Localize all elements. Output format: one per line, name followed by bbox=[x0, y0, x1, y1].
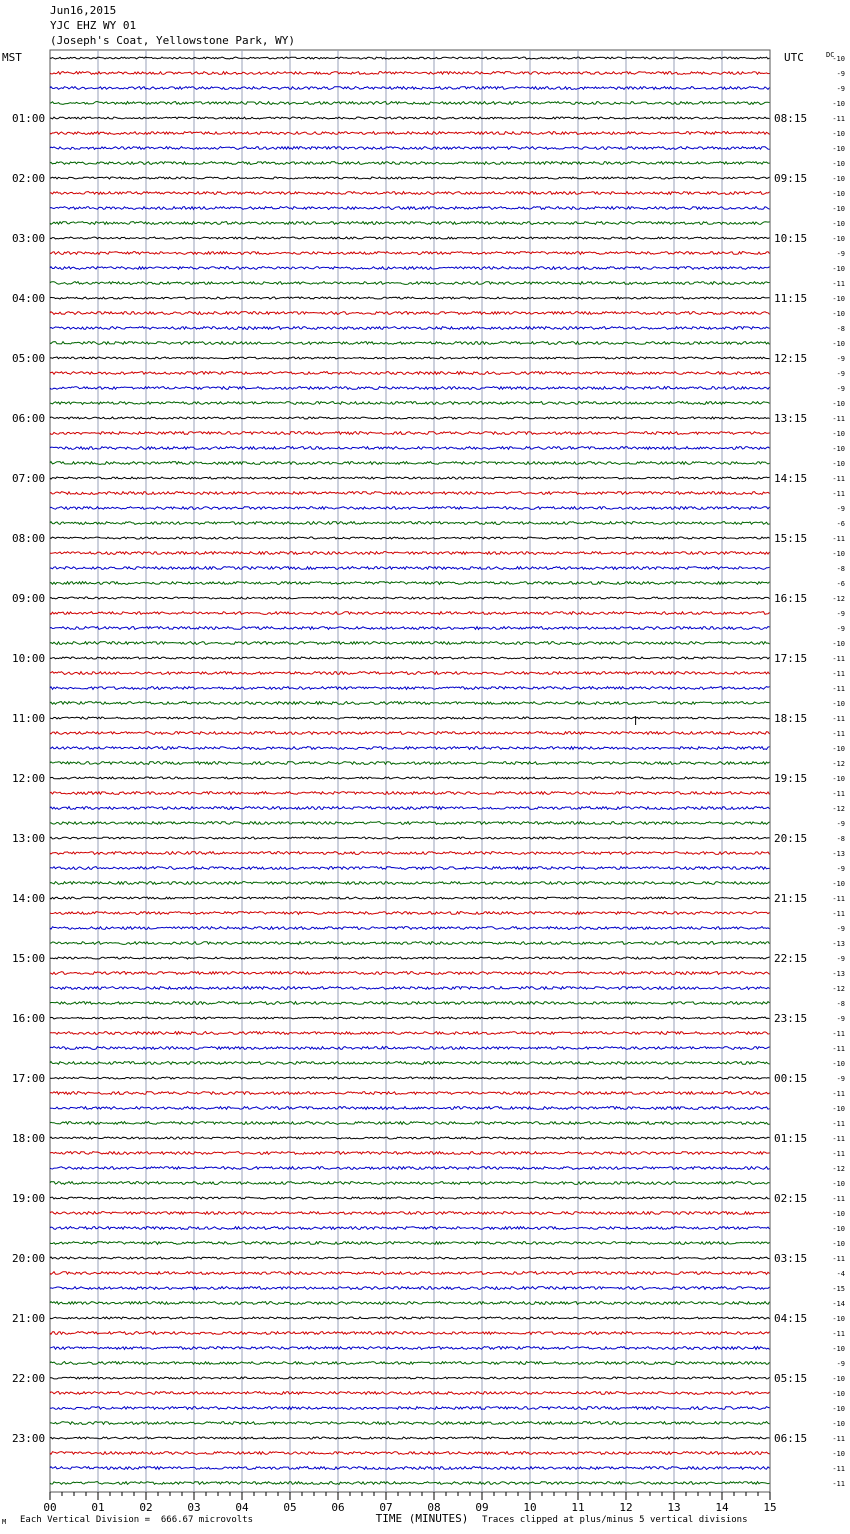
seismic-trace bbox=[50, 102, 770, 105]
mst-hour-label: 13:00 bbox=[12, 832, 46, 845]
seismic-trace bbox=[50, 1377, 770, 1379]
seismic-trace bbox=[50, 252, 770, 255]
dc-offset-label: -9 bbox=[836, 625, 845, 633]
seismic-trace bbox=[50, 627, 770, 630]
seismic-trace bbox=[50, 927, 770, 930]
dc-offset-label: -9 bbox=[836, 955, 845, 963]
mst-hour-label: 07:00 bbox=[12, 472, 46, 485]
mst-hour-label: 23:00 bbox=[12, 1432, 46, 1445]
x-tick-label: 13 bbox=[667, 1501, 681, 1514]
dc-offset-label: -11 bbox=[832, 490, 845, 498]
seismic-trace bbox=[50, 552, 770, 555]
dc-offset-label: -12 bbox=[832, 760, 845, 768]
seismic-trace bbox=[50, 1467, 770, 1470]
dc-offset-label: -10 bbox=[832, 1390, 845, 1398]
seismic-trace bbox=[50, 1107, 770, 1110]
dc-offset-label: -10 bbox=[832, 130, 845, 138]
dc-offset-label: -11 bbox=[832, 1150, 845, 1158]
dc-offset-label: -11 bbox=[832, 1330, 845, 1338]
seismic-trace bbox=[50, 1317, 770, 1319]
seismic-trace bbox=[50, 1212, 770, 1215]
seismic-trace bbox=[50, 357, 770, 359]
dc-offset-label: -10 bbox=[832, 1420, 845, 1428]
plot-frame bbox=[50, 50, 770, 1492]
utc-hour-label: 15:15 bbox=[774, 532, 808, 545]
dc-offset-label: -11 bbox=[832, 1435, 845, 1443]
dc-offset-label: -10 bbox=[832, 235, 845, 243]
seismic-trace bbox=[50, 297, 770, 299]
dc-offset-label: -11 bbox=[832, 1030, 845, 1038]
seismic-trace bbox=[50, 762, 770, 765]
dc-offset-label: -9 bbox=[836, 820, 845, 828]
x-tick-label: 06 bbox=[331, 1501, 345, 1514]
dc-offset-label: -9 bbox=[836, 85, 845, 93]
dc-offset-label: -9 bbox=[836, 925, 845, 933]
dc-offset-label: -11 bbox=[832, 1480, 845, 1488]
dc-offset-label: -10 bbox=[832, 700, 845, 708]
seismic-trace bbox=[50, 807, 770, 810]
seismic-trace bbox=[50, 822, 770, 825]
dc-offset-label: -11 bbox=[832, 685, 845, 693]
seismic-trace bbox=[50, 1332, 770, 1335]
dc-offset-label: -9 bbox=[836, 385, 845, 393]
mst-hour-label: 22:00 bbox=[12, 1372, 46, 1385]
seismic-trace bbox=[50, 1302, 770, 1305]
dc-offset-label: -10 bbox=[832, 550, 845, 558]
dc-offset-label: -9 bbox=[836, 250, 845, 258]
seismic-trace bbox=[50, 1437, 770, 1439]
dc-offset-label: -13 bbox=[832, 850, 845, 858]
seismic-trace bbox=[50, 657, 770, 659]
seismic-trace bbox=[50, 237, 770, 239]
dc-offset-label: -11 bbox=[832, 1465, 845, 1473]
dc-offset-label: -8 bbox=[836, 1000, 845, 1008]
seismic-trace bbox=[50, 612, 770, 615]
dc-offset-label: -14 bbox=[832, 1300, 845, 1308]
dc-offset-label: -8 bbox=[836, 835, 845, 843]
seismic-trace bbox=[50, 402, 770, 405]
seismic-trace bbox=[50, 837, 770, 839]
utc-hour-label: 03:15 bbox=[774, 1252, 808, 1265]
dc-offset-label: -10 bbox=[832, 295, 845, 303]
dc-offset-label: -9 bbox=[836, 865, 845, 873]
dc-offset-label: -10 bbox=[832, 775, 845, 783]
mst-hour-label: 15:00 bbox=[12, 952, 46, 965]
seismic-trace bbox=[50, 942, 770, 945]
dc-offset-label: -11 bbox=[832, 1120, 845, 1128]
dc-offset-label: -11 bbox=[832, 1135, 845, 1143]
seismic-trace bbox=[50, 177, 770, 179]
x-tick-label: 03 bbox=[187, 1501, 201, 1514]
seismic-trace bbox=[50, 1122, 770, 1125]
seismic-trace bbox=[50, 417, 770, 419]
x-tick-label: 11 bbox=[571, 1501, 585, 1514]
x-axis-label: TIME (MINUTES) bbox=[375, 1512, 469, 1525]
utc-hour-label: 12:15 bbox=[774, 352, 808, 365]
seismic-trace bbox=[50, 1197, 770, 1199]
dc-offset-label: -10 bbox=[832, 145, 845, 153]
seismic-trace bbox=[50, 1062, 770, 1065]
utc-axis-label: UTC bbox=[784, 51, 804, 64]
seismic-trace bbox=[50, 1422, 770, 1425]
dc-offset-label: -9 bbox=[836, 370, 845, 378]
utc-hour-label: 02:15 bbox=[774, 1192, 808, 1205]
seismic-trace bbox=[50, 432, 770, 435]
utc-hour-label: 13:15 bbox=[774, 412, 808, 425]
utc-hour-label: 11:15 bbox=[774, 292, 808, 305]
seismic-trace bbox=[50, 1152, 770, 1155]
seismic-trace bbox=[50, 387, 770, 390]
seismic-trace bbox=[50, 477, 770, 479]
dc-offset-label: -11 bbox=[832, 115, 845, 123]
dc-offset-label: -10 bbox=[832, 445, 845, 453]
dc-offset-label: -10 bbox=[832, 1210, 845, 1218]
dc-offset-label: -10 bbox=[832, 160, 845, 168]
seismic-trace bbox=[50, 777, 770, 779]
seismic-trace bbox=[50, 1167, 770, 1170]
seismic-trace bbox=[50, 957, 770, 959]
seismic-trace bbox=[50, 1392, 770, 1395]
dc-offset-label: -12 bbox=[832, 985, 845, 993]
seismic-trace bbox=[50, 72, 770, 75]
mst-hour-label: 18:00 bbox=[12, 1132, 46, 1145]
seismic-trace bbox=[50, 1032, 770, 1035]
dc-offset-label: -10 bbox=[832, 1240, 845, 1248]
dc-offset-label: -10 bbox=[832, 175, 845, 183]
seismic-trace bbox=[50, 567, 770, 570]
seismic-trace bbox=[50, 597, 770, 599]
dc-offset-label: -11 bbox=[832, 1255, 845, 1263]
dc-offset-label: -10 bbox=[832, 880, 845, 888]
seismic-trace bbox=[50, 702, 770, 705]
seismic-trace bbox=[50, 537, 770, 539]
mst-hour-label: 02:00 bbox=[12, 172, 46, 185]
dc-offset-label: -6 bbox=[836, 580, 845, 588]
seismic-trace bbox=[50, 222, 770, 225]
x-tick-label: 05 bbox=[283, 1501, 297, 1514]
dc-offset-label: -10 bbox=[832, 640, 845, 648]
x-tick-label: 12 bbox=[619, 1501, 633, 1514]
seismic-trace bbox=[50, 282, 770, 285]
dc-offset-label: -9 bbox=[836, 355, 845, 363]
seismic-trace bbox=[50, 687, 770, 690]
dc-offset-label: -10 bbox=[832, 190, 845, 198]
dc-offset-label: -10 bbox=[832, 460, 845, 468]
mst-axis-label: MST bbox=[2, 51, 22, 64]
header-location: (Joseph's Coat, Yellowstone Park, WY) bbox=[50, 34, 296, 47]
seismic-trace bbox=[50, 267, 770, 270]
dc-offset-label: -11 bbox=[832, 895, 845, 903]
dc-offset-label: -10 bbox=[832, 340, 845, 348]
seismic-trace bbox=[50, 447, 770, 450]
dc-offset-label: -10 bbox=[832, 1450, 845, 1458]
utc-hour-label: 00:15 bbox=[774, 1072, 808, 1085]
seismic-trace bbox=[50, 1242, 770, 1245]
seismic-trace bbox=[50, 852, 770, 855]
mst-hour-label: 05:00 bbox=[12, 352, 46, 365]
dc-offset-label: -10 bbox=[832, 1405, 845, 1413]
mst-hour-label: 19:00 bbox=[12, 1192, 46, 1205]
seismic-trace bbox=[50, 1452, 770, 1455]
dc-offset-label: -11 bbox=[832, 280, 845, 288]
mst-hour-label: 04:00 bbox=[12, 292, 46, 305]
seismic-trace bbox=[50, 372, 770, 375]
dc-offset-label: -8 bbox=[836, 325, 845, 333]
header-station: YJC EHZ WY 01 bbox=[50, 19, 137, 32]
dc-offset-label: -10 bbox=[832, 1225, 845, 1233]
utc-hour-label: 17:15 bbox=[774, 652, 808, 665]
dc-offset-label: -11 bbox=[832, 1195, 845, 1203]
dc-offset-label: -9 bbox=[836, 1360, 845, 1368]
dc-offset-label: -15 bbox=[832, 1285, 845, 1293]
dc-offset-label: -12 bbox=[832, 595, 845, 603]
seismic-trace bbox=[50, 327, 770, 330]
x-tick-label: 14 bbox=[715, 1501, 729, 1514]
seismic-trace bbox=[50, 1257, 770, 1259]
seismic-trace bbox=[50, 1092, 770, 1095]
mst-hour-label: 08:00 bbox=[12, 532, 46, 545]
dc-offset-label: -9 bbox=[836, 505, 845, 513]
seismic-trace bbox=[50, 732, 770, 735]
dc-offset-label: -11 bbox=[832, 730, 845, 738]
seismic-trace bbox=[50, 717, 770, 719]
x-tick-label: 08 bbox=[427, 1501, 441, 1514]
seismic-trace bbox=[50, 162, 770, 165]
mst-hour-label: 10:00 bbox=[12, 652, 46, 665]
seismic-trace bbox=[50, 672, 770, 675]
x-tick-label: 10 bbox=[523, 1501, 537, 1514]
seismic-trace bbox=[50, 1482, 770, 1485]
seismic-trace bbox=[50, 582, 770, 585]
dc-offset-label: -11 bbox=[832, 415, 845, 423]
dc-offset-label: -12 bbox=[832, 805, 845, 813]
dc-offset-label: -11 bbox=[832, 1045, 845, 1053]
seismic-trace bbox=[50, 147, 770, 150]
seismic-trace bbox=[50, 1227, 770, 1230]
x-tick-label: 01 bbox=[91, 1501, 105, 1514]
dc-offset-label: -6 bbox=[836, 520, 845, 528]
dc-offset-label: -10 bbox=[832, 1375, 845, 1383]
dc-offset-label: -11 bbox=[832, 910, 845, 918]
utc-hour-label: 10:15 bbox=[774, 232, 808, 245]
footer-scale-note: Each Vertical Division = 666.67 microvolts bbox=[20, 1515, 253, 1525]
seismic-trace bbox=[50, 1407, 770, 1410]
seismic-trace bbox=[50, 912, 770, 915]
header-date: Jun16,2015 bbox=[50, 4, 117, 17]
dc-offset-label: -10 bbox=[832, 265, 845, 273]
seismic-trace bbox=[50, 132, 770, 135]
dc-offset-label: -10 bbox=[832, 220, 845, 228]
x-tick-label: 00 bbox=[43, 1501, 57, 1514]
dc-offset-label: -10 bbox=[832, 310, 845, 318]
utc-hour-label: 16:15 bbox=[774, 592, 808, 605]
dc-offset-label: -11 bbox=[832, 670, 845, 678]
dc-offset-label: -10 bbox=[832, 1345, 845, 1353]
seismic-trace bbox=[50, 492, 770, 495]
mst-hour-label: 03:00 bbox=[12, 232, 46, 245]
mst-hour-label: 11:00 bbox=[12, 712, 46, 725]
footer-corner-mark: M bbox=[2, 1518, 7, 1526]
seismic-trace bbox=[50, 462, 770, 465]
seismic-trace bbox=[50, 1272, 770, 1275]
utc-hour-label: 19:15 bbox=[774, 772, 808, 785]
dc-offset-label: -10 bbox=[832, 1105, 845, 1113]
utc-hour-label: 05:15 bbox=[774, 1372, 808, 1385]
dc-offset-label: -13 bbox=[832, 970, 845, 978]
mst-hour-label: 17:00 bbox=[12, 1072, 46, 1085]
dc-offset-label: -10 bbox=[832, 1060, 845, 1068]
dc-offset-label: -11 bbox=[832, 1090, 845, 1098]
utc-hour-label: 14:15 bbox=[774, 472, 808, 485]
seismic-trace bbox=[50, 642, 770, 645]
seismic-trace bbox=[50, 867, 770, 870]
seismic-trace bbox=[50, 747, 770, 750]
seismic-trace bbox=[50, 522, 770, 525]
seismic-trace bbox=[50, 1077, 770, 1079]
utc-hour-label: 08:15 bbox=[774, 112, 808, 125]
seismic-trace bbox=[50, 87, 770, 90]
dc-offset-label: -10 bbox=[832, 745, 845, 753]
x-tick-label: 07 bbox=[379, 1501, 393, 1514]
dc-offset-label: -9 bbox=[836, 70, 845, 78]
seismic-trace bbox=[50, 897, 770, 899]
seismic-trace bbox=[50, 1137, 770, 1139]
dc-offset-label: -13 bbox=[832, 940, 845, 948]
dc-offset-label: -10 bbox=[832, 205, 845, 213]
utc-hour-label: 18:15 bbox=[774, 712, 808, 725]
dc-offset-label: -11 bbox=[832, 475, 845, 483]
dc-offset-label: -11 bbox=[832, 655, 845, 663]
footer-clip-note: Traces clipped at plus/minus 5 vertical divisions bbox=[482, 1515, 748, 1525]
seismic-trace bbox=[50, 987, 770, 990]
mst-hour-label: 14:00 bbox=[12, 892, 46, 905]
dc-offset-label: -9 bbox=[836, 610, 845, 618]
dc-offset-label: -12 bbox=[832, 1165, 845, 1173]
seismic-trace bbox=[50, 57, 770, 59]
dc-offset-label: -10 bbox=[832, 1315, 845, 1323]
seismic-trace bbox=[50, 882, 770, 885]
seismic-trace bbox=[50, 342, 770, 345]
mst-hour-label: 01:00 bbox=[12, 112, 46, 125]
seismic-trace bbox=[50, 192, 770, 195]
mst-hour-label: 20:00 bbox=[12, 1252, 46, 1265]
utc-hour-label: 06:15 bbox=[774, 1432, 808, 1445]
mst-hour-label: 09:00 bbox=[12, 592, 46, 605]
utc-hour-label: 23:15 bbox=[774, 1012, 808, 1025]
utc-hour-label: 09:15 bbox=[774, 172, 808, 185]
dc-offset-label: -4 bbox=[836, 1270, 845, 1278]
seismic-trace bbox=[50, 207, 770, 210]
x-tick-label: 02 bbox=[139, 1501, 153, 1514]
seismic-trace bbox=[50, 1362, 770, 1365]
dc-offset-label: -11 bbox=[832, 535, 845, 543]
seismic-trace bbox=[50, 1347, 770, 1350]
utc-hour-label: 22:15 bbox=[774, 952, 808, 965]
dc-offset-label: -9 bbox=[836, 1075, 845, 1083]
mst-hour-label: 06:00 bbox=[12, 412, 46, 425]
dc-offset-label: -10 bbox=[832, 430, 845, 438]
seismic-trace bbox=[50, 1182, 770, 1185]
mst-hour-label: 16:00 bbox=[12, 1012, 46, 1025]
dc-offset-label: -10 bbox=[832, 100, 845, 108]
x-tick-label: 15 bbox=[763, 1501, 777, 1514]
seismic-trace bbox=[50, 312, 770, 315]
utc-hour-label: 21:15 bbox=[774, 892, 808, 905]
seismic-trace bbox=[50, 972, 770, 975]
dc-offset-label: -11 bbox=[832, 715, 845, 723]
seismic-trace bbox=[50, 1047, 770, 1050]
dc-offset-label: -10 bbox=[832, 1180, 845, 1188]
utc-hour-label: 20:15 bbox=[774, 832, 808, 845]
dc-column-label: DC bbox=[826, 51, 835, 59]
dc-offset-label: -10 bbox=[832, 55, 845, 63]
seismic-trace bbox=[50, 1002, 770, 1005]
mst-hour-label: 21:00 bbox=[12, 1312, 46, 1325]
dc-offset-label: -10 bbox=[832, 400, 845, 408]
utc-hour-label: 04:15 bbox=[774, 1312, 808, 1325]
dc-offset-label: -11 bbox=[832, 790, 845, 798]
seismic-trace bbox=[50, 507, 770, 510]
utc-hour-label: 01:15 bbox=[774, 1132, 808, 1145]
mst-hour-label: 12:00 bbox=[12, 772, 46, 785]
seismic-trace bbox=[50, 117, 770, 119]
seismic-trace bbox=[50, 1017, 770, 1019]
dc-offset-label: -8 bbox=[836, 565, 845, 573]
seismic-trace bbox=[50, 792, 770, 795]
x-tick-label: 09 bbox=[475, 1501, 489, 1514]
dc-offset-label: -9 bbox=[836, 1015, 845, 1023]
seismic-trace bbox=[50, 1287, 770, 1290]
x-tick-label: 04 bbox=[235, 1501, 249, 1514]
